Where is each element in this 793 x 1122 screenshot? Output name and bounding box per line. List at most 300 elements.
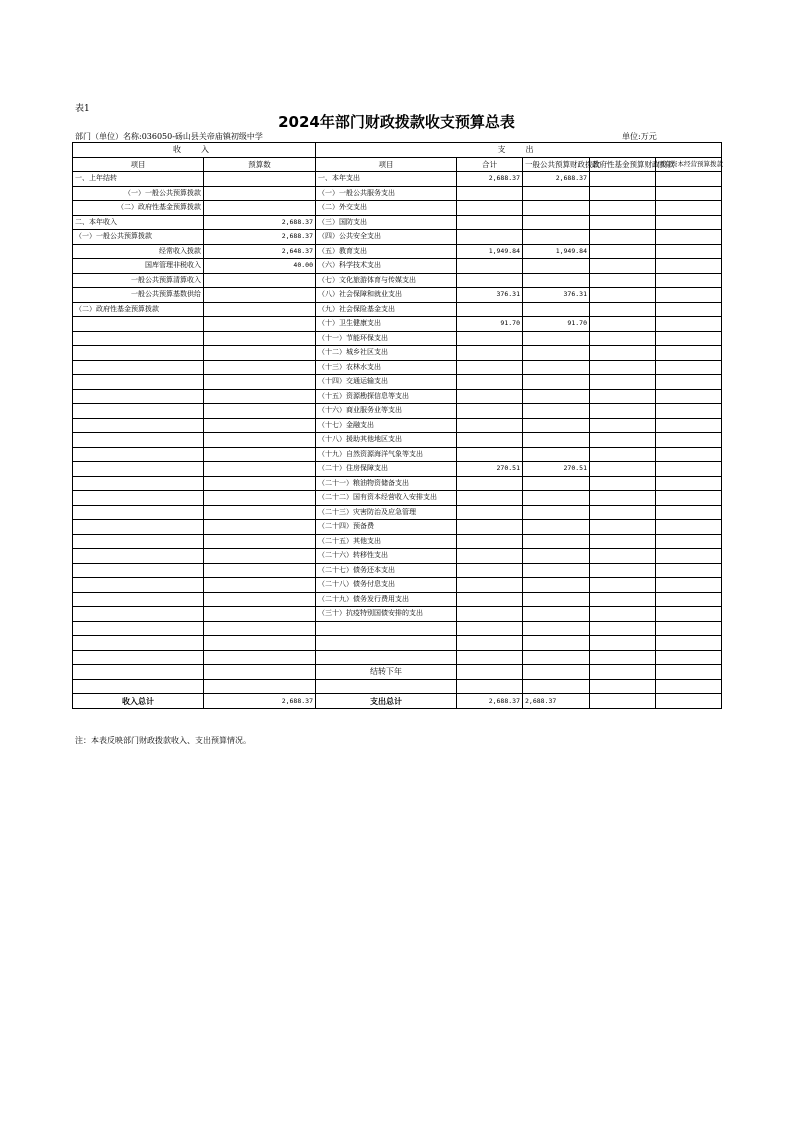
gov-fund-cell bbox=[590, 534, 656, 549]
income-budget-cell bbox=[204, 607, 316, 622]
income-budget-cell bbox=[204, 534, 316, 549]
expense-item-cell: （十二）城乡社区支出 bbox=[316, 346, 457, 361]
general-public-cell bbox=[523, 621, 590, 636]
gov-fund-cell bbox=[590, 476, 656, 491]
gov-fund-cell bbox=[590, 331, 656, 346]
state-capital-cell bbox=[656, 172, 722, 187]
expense-total-cell bbox=[457, 404, 523, 419]
expense-total-cell bbox=[457, 491, 523, 506]
gov-fund-cell bbox=[590, 302, 656, 317]
general-public-cell bbox=[523, 360, 590, 375]
expense-item-cell: （二十）住房保障支出 bbox=[316, 462, 457, 477]
income-budget-cell bbox=[204, 592, 316, 607]
table-row bbox=[73, 433, 722, 448]
expense-total-cell bbox=[457, 592, 523, 607]
state-capital-cell bbox=[656, 621, 722, 636]
gov-fund-cell bbox=[590, 418, 656, 433]
income-item-cell bbox=[73, 679, 204, 694]
income-budget-cell: 2,688.37 bbox=[204, 230, 316, 245]
general-public-cell bbox=[523, 201, 590, 216]
table-row bbox=[73, 563, 722, 578]
expense-item-cell: （二十八）债务付息支出 bbox=[316, 578, 457, 593]
income-item-cell: 二、本年收入 bbox=[73, 215, 204, 230]
general-public-cell bbox=[523, 491, 590, 506]
income-item-cell: （一）一般公共预算拨款 bbox=[73, 186, 204, 201]
table-row bbox=[73, 215, 722, 230]
unit-label: 单位:万元 bbox=[622, 132, 657, 141]
income-budget-cell bbox=[204, 418, 316, 433]
expense-total-cell: 270.51 bbox=[457, 462, 523, 477]
state-capital-cell bbox=[656, 578, 722, 593]
gov-fund-cell bbox=[590, 389, 656, 404]
state-capital-cell bbox=[656, 433, 722, 448]
expense-item-cell: （八）社会保障和就业支出 bbox=[316, 288, 457, 303]
gov-fund-cell bbox=[590, 215, 656, 230]
table-row bbox=[73, 665, 722, 680]
general-public-cell bbox=[523, 404, 590, 419]
state-capital-cell bbox=[656, 607, 722, 622]
expense-item-cell bbox=[316, 621, 457, 636]
table-row bbox=[73, 462, 722, 477]
income-item-header: 项目 bbox=[73, 157, 204, 172]
income-item-cell: （二）政府性基金预算拨款 bbox=[73, 302, 204, 317]
gov-fund-cell bbox=[590, 273, 656, 288]
gov-fund-cell bbox=[590, 375, 656, 390]
income-item-cell bbox=[73, 418, 204, 433]
expense-section-header: 支 出 bbox=[316, 143, 722, 158]
expense-total-cell: 2,688.37 bbox=[457, 172, 523, 187]
expense-total-cell bbox=[457, 331, 523, 346]
state-capital-cell bbox=[656, 505, 722, 520]
gov-fund-cell bbox=[590, 201, 656, 216]
state-capital-cell bbox=[656, 549, 722, 564]
footnote: 注：本表反映部门财政拨款收入、支出预算情况。 bbox=[75, 736, 251, 745]
general-public-cell bbox=[523, 259, 590, 274]
income-item-cell bbox=[73, 520, 204, 535]
state-capital-cell bbox=[656, 650, 722, 665]
state-capital-cell bbox=[656, 201, 722, 216]
expense-item-cell bbox=[316, 679, 457, 694]
table-row bbox=[73, 375, 722, 390]
state-capital-cell bbox=[656, 418, 722, 433]
expense-item-cell: （二十三）灾害防治及应急管理 bbox=[316, 505, 457, 520]
expense-total-cell bbox=[457, 476, 523, 491]
general-public-cell: 2,688.37 bbox=[523, 172, 590, 187]
general-public-cell bbox=[523, 389, 590, 404]
income-item-cell bbox=[73, 360, 204, 375]
state-capital-cell bbox=[656, 215, 722, 230]
expense-item-cell: （十一）节能环保支出 bbox=[316, 331, 457, 346]
page-title: 2024年部门财政拨款收支预算总表 bbox=[278, 113, 515, 131]
general-public-cell bbox=[523, 563, 590, 578]
expense-total-cell bbox=[457, 505, 523, 520]
state-capital-cell bbox=[656, 244, 722, 259]
table-row bbox=[73, 346, 722, 361]
table-row bbox=[73, 418, 722, 433]
expense-item-cell: （二）外交支出 bbox=[316, 201, 457, 216]
gov-fund-cell bbox=[590, 346, 656, 361]
expense-item-cell: （十八）援助其他地区支出 bbox=[316, 433, 457, 448]
income-item-cell bbox=[73, 607, 204, 622]
gov-fund-cell bbox=[590, 520, 656, 535]
general-public-cell bbox=[523, 346, 590, 361]
income-item-cell bbox=[73, 433, 204, 448]
gov-fund-cell bbox=[590, 621, 656, 636]
expense-total-header: 合计 bbox=[457, 157, 523, 172]
general-public-cell: 270.51 bbox=[523, 462, 590, 477]
income-item-cell: 一、上年结转 bbox=[73, 172, 204, 187]
gov-fund-cell bbox=[590, 360, 656, 375]
income-budget-cell bbox=[204, 186, 316, 201]
expense-item-cell: （二十七）债务还本支出 bbox=[316, 563, 457, 578]
income-item-cell bbox=[73, 592, 204, 607]
table-row bbox=[73, 186, 722, 201]
gov-fund-cell bbox=[590, 404, 656, 419]
income-budget-cell bbox=[204, 433, 316, 448]
expense-total-state-capital bbox=[656, 694, 722, 709]
state-capital-cell bbox=[656, 186, 722, 201]
general-public-cell bbox=[523, 215, 590, 230]
general-public-cell bbox=[523, 578, 590, 593]
general-public-cell bbox=[523, 520, 590, 535]
income-budget-cell bbox=[204, 491, 316, 506]
income-item-cell bbox=[73, 534, 204, 549]
expense-item-cell: 一、本年支出 bbox=[316, 172, 457, 187]
expense-total-cell bbox=[457, 549, 523, 564]
expense-total-cell bbox=[457, 621, 523, 636]
income-section-header: 收 入 bbox=[73, 143, 316, 158]
state-capital-cell bbox=[656, 230, 722, 245]
table-row bbox=[73, 302, 722, 317]
table-row bbox=[73, 201, 722, 216]
table-row bbox=[73, 650, 722, 665]
expense-item-cell: （二十五）其他支出 bbox=[316, 534, 457, 549]
table-row bbox=[73, 679, 722, 694]
general-public-cell bbox=[523, 447, 590, 462]
income-budget-cell bbox=[204, 563, 316, 578]
expense-total-cell bbox=[457, 650, 523, 665]
general-public-cell bbox=[523, 679, 590, 694]
income-budget-cell bbox=[204, 375, 316, 390]
state-capital-header: 国有资本经营预算拨款 bbox=[656, 157, 722, 172]
general-public-cell bbox=[523, 549, 590, 564]
income-item-cell bbox=[73, 491, 204, 506]
gov-fund-cell bbox=[590, 433, 656, 448]
expense-total-cell bbox=[457, 578, 523, 593]
expense-item-cell: 结转下年 bbox=[316, 665, 457, 680]
gov-fund-cell bbox=[590, 636, 656, 651]
income-item-cell: 经常收入拨款 bbox=[73, 244, 204, 259]
table-row bbox=[73, 447, 722, 462]
expense-total-cell bbox=[457, 201, 523, 216]
gov-fund-cell bbox=[590, 549, 656, 564]
general-public-cell bbox=[523, 592, 590, 607]
gov-fund-cell bbox=[590, 288, 656, 303]
income-item-cell bbox=[73, 621, 204, 636]
expense-total-cell bbox=[457, 534, 523, 549]
income-budget-cell: 2,688.37 bbox=[204, 215, 316, 230]
expense-total-cell: 376.31 bbox=[457, 288, 523, 303]
expense-total-cell bbox=[457, 679, 523, 694]
table-body bbox=[73, 172, 722, 694]
income-item-cell bbox=[73, 549, 204, 564]
expense-total-cell bbox=[457, 302, 523, 317]
income-item-cell: 国库管理非税收入 bbox=[73, 259, 204, 274]
state-capital-cell bbox=[656, 491, 722, 506]
table-row bbox=[73, 331, 722, 346]
income-budget-cell bbox=[204, 578, 316, 593]
gov-fund-cell bbox=[590, 447, 656, 462]
general-public-cell bbox=[523, 505, 590, 520]
income-item-cell bbox=[73, 317, 204, 332]
expense-item-cell: （十六）商业服务业等支出 bbox=[316, 404, 457, 419]
state-capital-cell bbox=[656, 462, 722, 477]
expense-total-cell bbox=[457, 607, 523, 622]
income-budget-cell bbox=[204, 650, 316, 665]
income-item-cell bbox=[73, 447, 204, 462]
expense-total-cell bbox=[457, 215, 523, 230]
income-budget-cell bbox=[204, 172, 316, 187]
income-item-cell bbox=[73, 404, 204, 419]
general-public-cell bbox=[523, 273, 590, 288]
table-row bbox=[73, 520, 722, 535]
expense-total-cell bbox=[457, 433, 523, 448]
table-row bbox=[73, 230, 722, 245]
expense-item-cell: （十三）农林水支出 bbox=[316, 360, 457, 375]
state-capital-cell bbox=[656, 520, 722, 535]
gov-fund-cell bbox=[590, 665, 656, 680]
table-row bbox=[73, 607, 722, 622]
income-item-cell bbox=[73, 375, 204, 390]
expense-item-cell: （一）一般公共服务支出 bbox=[316, 186, 457, 201]
expense-item-cell bbox=[316, 636, 457, 651]
income-item-cell bbox=[73, 636, 204, 651]
state-capital-cell bbox=[656, 346, 722, 361]
gov-fund-cell bbox=[590, 244, 656, 259]
state-capital-cell bbox=[656, 288, 722, 303]
expense-total-cell bbox=[457, 418, 523, 433]
income-budget-cell bbox=[204, 360, 316, 375]
gov-fund-cell bbox=[590, 230, 656, 245]
general-public-cell bbox=[523, 607, 590, 622]
table-row bbox=[73, 389, 722, 404]
income-total-value: 2,688.37 bbox=[204, 694, 316, 709]
gov-fund-cell bbox=[590, 317, 656, 332]
income-item-cell: 一般公共预算基数供给 bbox=[73, 288, 204, 303]
gov-fund-cell bbox=[590, 607, 656, 622]
table-row bbox=[73, 505, 722, 520]
expense-total-cell bbox=[457, 389, 523, 404]
income-budget-cell bbox=[204, 636, 316, 651]
table-row bbox=[73, 549, 722, 564]
income-budget-cell bbox=[204, 317, 316, 332]
state-capital-cell bbox=[656, 302, 722, 317]
gov-fund-cell bbox=[590, 462, 656, 477]
income-budget-cell bbox=[204, 621, 316, 636]
income-item-cell bbox=[73, 578, 204, 593]
expense-item-cell: （二十一）粮油物资储备支出 bbox=[316, 476, 457, 491]
expense-total-cell bbox=[457, 520, 523, 535]
table-row bbox=[73, 621, 722, 636]
gov-fund-cell bbox=[590, 491, 656, 506]
table-row bbox=[73, 317, 722, 332]
table-row bbox=[73, 360, 722, 375]
income-budget-cell bbox=[204, 302, 316, 317]
totals-row bbox=[73, 694, 722, 709]
expense-total-cell bbox=[457, 665, 523, 680]
expense-total-cell bbox=[457, 273, 523, 288]
general-public-cell: 91.70 bbox=[523, 317, 590, 332]
gov-fund-cell bbox=[590, 172, 656, 187]
expense-item-cell: （二十二）国有资本经营收入安排支出 bbox=[316, 491, 457, 506]
general-public-cell bbox=[523, 476, 590, 491]
expense-item-cell: （十）卫生健康支出 bbox=[316, 317, 457, 332]
table-row bbox=[73, 244, 722, 259]
state-capital-cell bbox=[656, 259, 722, 274]
income-budget-cell bbox=[204, 273, 316, 288]
general-public-header: 一般公共预算财政拨款 bbox=[523, 157, 590, 172]
income-item-cell bbox=[73, 665, 204, 680]
expense-total-cell bbox=[457, 230, 523, 245]
expense-total-general-public: 2,688.37 bbox=[523, 694, 590, 709]
general-public-cell bbox=[523, 230, 590, 245]
general-public-cell bbox=[523, 186, 590, 201]
general-public-cell bbox=[523, 665, 590, 680]
expense-total-cell bbox=[457, 447, 523, 462]
expense-total-cell: 1,949.84 bbox=[457, 244, 523, 259]
income-item-cell: 一般公共预算清算收入 bbox=[73, 273, 204, 288]
expense-item-cell: （三十）抗疫特别国债安排的支出 bbox=[316, 607, 457, 622]
expense-item-cell: （六）科学技术支出 bbox=[316, 259, 457, 274]
income-budget-cell bbox=[204, 520, 316, 535]
income-budget-cell bbox=[204, 288, 316, 303]
general-public-cell bbox=[523, 302, 590, 317]
income-budget-cell bbox=[204, 346, 316, 361]
state-capital-cell bbox=[656, 375, 722, 390]
gov-fund-cell bbox=[590, 563, 656, 578]
state-capital-cell bbox=[656, 592, 722, 607]
expense-total-cell bbox=[457, 636, 523, 651]
expense-item-cell: （二十九）债务发行费用支出 bbox=[316, 592, 457, 607]
table-row bbox=[73, 476, 722, 491]
state-capital-cell bbox=[656, 679, 722, 694]
general-public-cell bbox=[523, 375, 590, 390]
expense-item-cell: （五）教育支出 bbox=[316, 244, 457, 259]
income-item-cell bbox=[73, 346, 204, 361]
state-capital-cell bbox=[656, 636, 722, 651]
table-row bbox=[73, 534, 722, 549]
gov-fund-cell bbox=[590, 186, 656, 201]
expense-total-cell bbox=[457, 375, 523, 390]
table-row bbox=[73, 491, 722, 506]
state-capital-cell bbox=[656, 476, 722, 491]
table-number-label: 表1 bbox=[75, 104, 90, 114]
expense-item-cell: （三）国防支出 bbox=[316, 215, 457, 230]
table-row bbox=[73, 592, 722, 607]
income-budget-cell: 2,648.37 bbox=[204, 244, 316, 259]
expense-total-cell bbox=[457, 186, 523, 201]
state-capital-cell bbox=[656, 360, 722, 375]
income-item-cell bbox=[73, 389, 204, 404]
gov-fund-cell bbox=[590, 578, 656, 593]
income-item-cell bbox=[73, 505, 204, 520]
general-public-cell bbox=[523, 636, 590, 651]
expense-item-cell: （十四）交通运输支出 bbox=[316, 375, 457, 390]
gov-fund-cell bbox=[590, 592, 656, 607]
table-row bbox=[73, 172, 722, 187]
gov-fund-cell bbox=[590, 650, 656, 665]
state-capital-cell bbox=[656, 404, 722, 419]
income-budget-header: 预算数 bbox=[204, 157, 316, 172]
table-row bbox=[73, 578, 722, 593]
income-item-cell bbox=[73, 563, 204, 578]
table-row bbox=[73, 636, 722, 651]
state-capital-cell bbox=[656, 317, 722, 332]
state-capital-cell bbox=[656, 563, 722, 578]
expense-item-cell: （四）公共安全支出 bbox=[316, 230, 457, 245]
expense-total-cell bbox=[457, 360, 523, 375]
income-budget-cell bbox=[204, 679, 316, 694]
table-row bbox=[73, 259, 722, 274]
expense-total-label: 支出总计 bbox=[316, 694, 457, 709]
expense-item-cell: （十七）金融支出 bbox=[316, 418, 457, 433]
state-capital-cell bbox=[656, 665, 722, 680]
state-capital-cell bbox=[656, 389, 722, 404]
gov-fund-header: 政府性基金预算财政拨款 bbox=[590, 157, 656, 172]
income-budget-cell bbox=[204, 549, 316, 564]
expense-item-cell: （九）社会保险基金支出 bbox=[316, 302, 457, 317]
general-public-cell bbox=[523, 418, 590, 433]
general-public-cell bbox=[523, 650, 590, 665]
state-capital-cell bbox=[656, 447, 722, 462]
gov-fund-cell bbox=[590, 259, 656, 274]
expense-total-gov-fund bbox=[590, 694, 656, 709]
gov-fund-cell bbox=[590, 679, 656, 694]
department-name: 部门（单位）名称:036050-砀山县关帝庙镇初级中学 bbox=[75, 132, 263, 141]
table-row bbox=[73, 404, 722, 419]
income-item-cell: （二）政府性基金预算拨款 bbox=[73, 201, 204, 216]
expense-total-value: 2,688.37 bbox=[457, 694, 523, 709]
table-row bbox=[73, 288, 722, 303]
general-public-cell bbox=[523, 433, 590, 448]
income-item-cell bbox=[73, 476, 204, 491]
expense-item-header: 项目 bbox=[316, 157, 457, 172]
income-item-cell bbox=[73, 462, 204, 477]
expense-total-cell bbox=[457, 259, 523, 274]
expense-item-cell: （二十四）预备费 bbox=[316, 520, 457, 535]
general-public-cell bbox=[523, 534, 590, 549]
income-budget-cell bbox=[204, 665, 316, 680]
state-capital-cell bbox=[656, 273, 722, 288]
expense-item-cell bbox=[316, 650, 457, 665]
general-public-cell: 376.31 bbox=[523, 288, 590, 303]
expense-total-cell bbox=[457, 346, 523, 361]
income-item-cell bbox=[73, 331, 204, 346]
expense-item-cell: （二十六）转移性支出 bbox=[316, 549, 457, 564]
income-budget-cell: 40.00 bbox=[204, 259, 316, 274]
income-budget-cell bbox=[204, 331, 316, 346]
gov-fund-cell bbox=[590, 505, 656, 520]
state-capital-cell bbox=[656, 331, 722, 346]
income-budget-cell bbox=[204, 389, 316, 404]
table-row bbox=[73, 273, 722, 288]
general-public-cell bbox=[523, 331, 590, 346]
income-budget-cell bbox=[204, 476, 316, 491]
expense-item-cell: （十九）自然资源海洋气象等支出 bbox=[316, 447, 457, 462]
income-total-label: 收入总计 bbox=[73, 694, 204, 709]
expense-total-cell bbox=[457, 563, 523, 578]
expense-item-cell: （七）文化旅游体育与传媒支出 bbox=[316, 273, 457, 288]
